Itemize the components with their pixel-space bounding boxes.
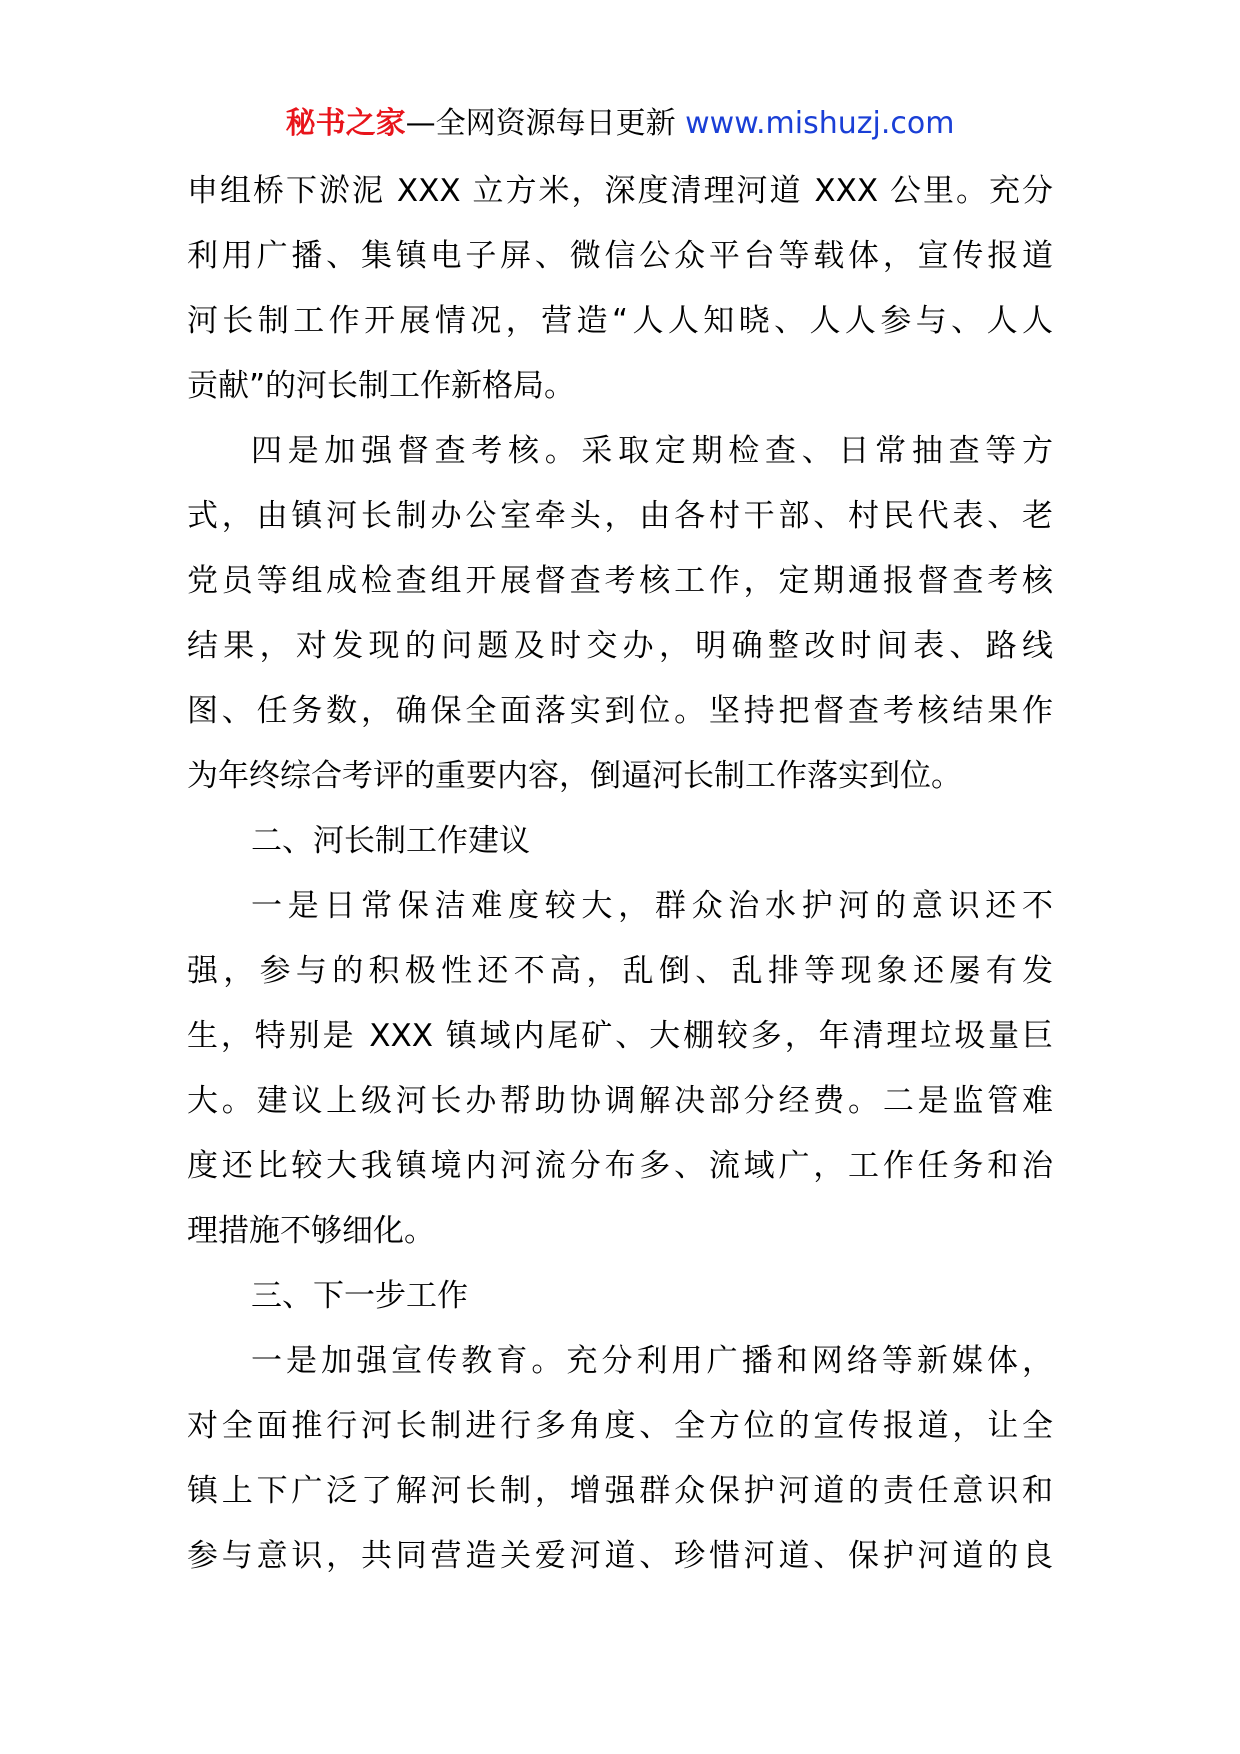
- section-heading: 三、下一步工作: [251, 1278, 468, 1314]
- paragraph-line: 四是加强督查考核。采取定期检查、日常抽查等方: [251, 433, 1053, 469]
- paragraph-line: 大。建议上级河长办帮助协调解决部分经费。二是监管难: [187, 1083, 1053, 1119]
- paragraph-line: 对全面推行河长制进行多角度、全方位的宣传报道，让全: [187, 1408, 1053, 1444]
- paragraph-line: 理措施不够细化。: [187, 1213, 435, 1249]
- paragraph-line: 党员等组成检查组开展督查考核工作，定期通报督查考核: [187, 563, 1053, 599]
- paragraph-line: 镇上下广泛了解河长制，增强群众保护河道的责任意识和: [187, 1473, 1053, 1509]
- paragraph-line: 一是日常保洁难度较大，群众治水护河的意识还不: [251, 888, 1053, 924]
- paragraph-line: 利用广播、集镇电子屏、微信公众平台等载体，宣传报道: [187, 238, 1053, 274]
- paragraph-line: 参与意识，共同营造关爱河道、珍惜河道、保护河道的良: [187, 1538, 1053, 1574]
- site-url-link[interactable]: www.mishuzj.com: [685, 106, 955, 141]
- paragraph-line: 式，由镇河长制办公室牵头，由各村干部、村民代表、老: [187, 498, 1053, 534]
- paragraph-line: 一是加强宣传教育。充分利用广播和网络等新媒体，: [251, 1343, 1053, 1379]
- paragraph-line: 为年终综合考评的重要内容，倒逼河长制工作落实到位。: [187, 758, 962, 794]
- section-heading: 二、河长制工作建议: [251, 823, 530, 859]
- site-brand: 秘书之家: [285, 106, 406, 141]
- paragraph-line: 强，参与的积极性还不高，乱倒、乱排等现象还屡有发: [187, 953, 1053, 989]
- site-slogan: —全网资源每日更新: [405, 106, 676, 141]
- paragraph-line: 结果，对发现的问题及时交办，明确整改时间表、路线: [187, 628, 1053, 664]
- paragraph-line: 贡献”的河长制工作新格局。: [187, 368, 576, 404]
- paragraph-line: 图、任务数，确保全面落实到位。坚持把督查考核结果作: [187, 693, 1053, 729]
- paragraph-line: 河长制工作开展情况，营造“人人知晓、人人参与、人人: [187, 303, 1053, 339]
- document-body: [187, 159, 1053, 1589]
- site-header: [0, 102, 1240, 146]
- paragraph-line: 生，特别是 XXX 镇域内尾矿、大棚较多，年清理垃圾量巨: [187, 1018, 1053, 1054]
- paragraph-line: 申组桥下淤泥 XXX 立方米，深度清理河道 XXX 公里。充分: [187, 173, 1053, 209]
- paragraph-line: 度还比较大我镇境内河流分布多、流域广，工作任务和治: [187, 1148, 1053, 1184]
